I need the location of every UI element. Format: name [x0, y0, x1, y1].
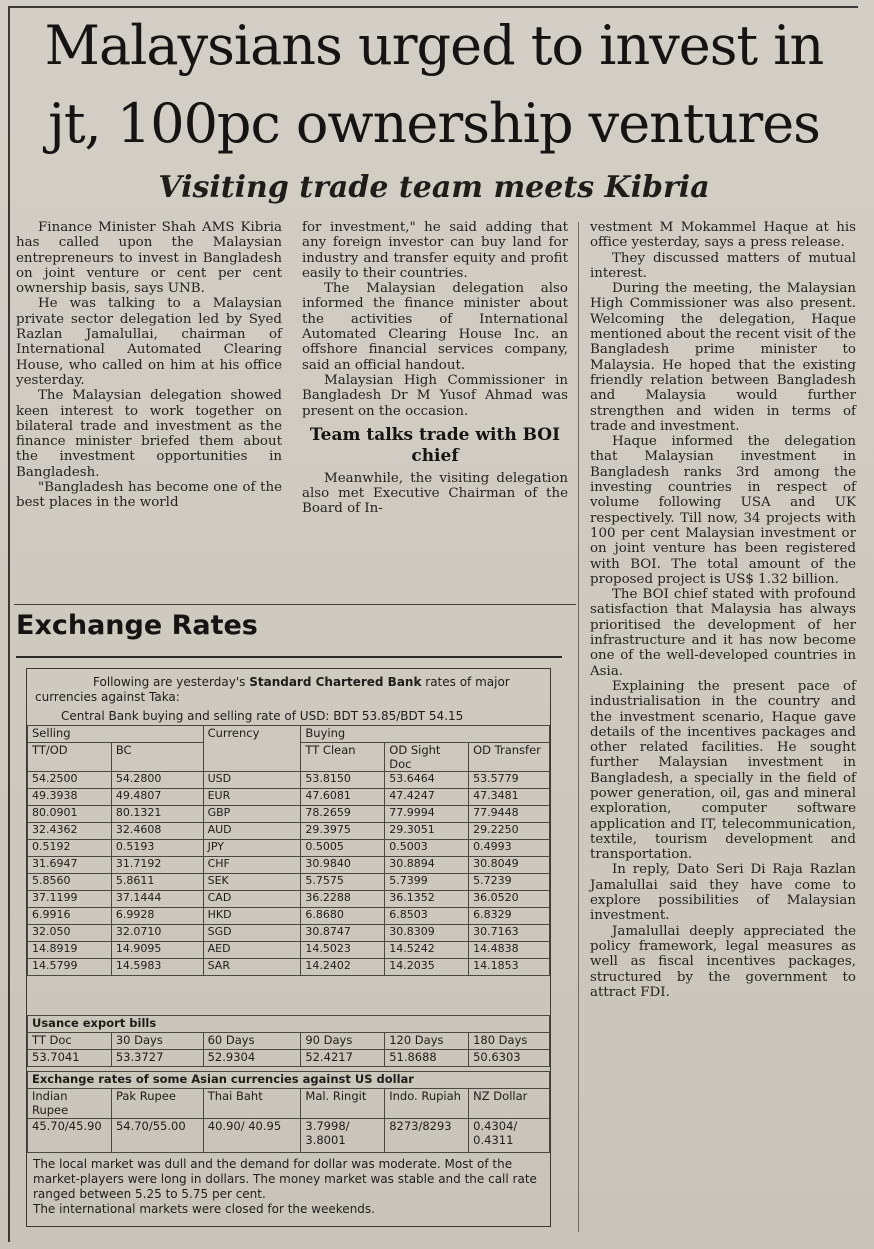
- article-paragraph: During the meeting, the Malaysian High Commissioner was also present. Welcoming the delegation, Haque mentioned about the recent visit of the Bangladesh prime minister to Malaysia. He hoped that the existing friendly relation between Bangladesh and Malaysia would further strengthen and widen in terms of trade and investment.: [590, 281, 856, 434]
- usance-header: 180 Days: [469, 1033, 550, 1050]
- rate-cell: 53.6464: [385, 772, 469, 789]
- rate-cell: 14.5023: [301, 942, 385, 959]
- rate-cell: 5.8560: [28, 874, 112, 891]
- rate-cell: 49.3938: [28, 789, 112, 806]
- currency-code: SAR: [203, 959, 301, 976]
- exchange-title-rule: [16, 656, 562, 658]
- asian-currency-table: [27, 1071, 550, 1153]
- rate-cell: 6.9916: [28, 908, 112, 925]
- currency-code: EUR: [203, 789, 301, 806]
- usance-value: 52.4217: [301, 1050, 385, 1067]
- table-row: [28, 874, 550, 891]
- usance-table: [27, 1015, 550, 1067]
- currency-code: HKD: [203, 908, 301, 925]
- market-note-local: The local market was dull and the demand for dollar was moderate. Most of the market-players were long in dollars. The money market was stable and the call rate ranged between 5.25 to 5.75 per cent.: [33, 1157, 537, 1201]
- article-paragraph: In reply, Dato Seri Di Raja Razlan Jamalullai said they have come to explore possibilities of Malaysian investment.: [590, 862, 856, 924]
- usance-value-row: [28, 1050, 550, 1067]
- table-row: [28, 789, 550, 806]
- rate-cell: 0.5192: [28, 840, 112, 857]
- rate-cell: 30.7163: [469, 925, 550, 942]
- rate-cell: 36.1352: [385, 891, 469, 908]
- rate-cell: 29.2250: [469, 823, 550, 840]
- rate-cell: 31.6947: [28, 857, 112, 874]
- rate-cell: 5.7399: [385, 874, 469, 891]
- article-column-3: [590, 220, 856, 1000]
- usance-header-row: [28, 1033, 550, 1050]
- rate-cell: 5.7239: [469, 874, 550, 891]
- article-column-2: [302, 220, 568, 517]
- article-paragraph: Finance Minister Shah AMS Kibria has called upon the Malaysian entrepreneurs to invest in Bangladesh on joint venture or cent per cent ownership basis, says UNB.: [16, 220, 282, 297]
- table-row: [28, 925, 550, 942]
- asian-value: 40.90/ 40.95: [203, 1119, 301, 1153]
- top-rule: [8, 6, 858, 8]
- header-currency: Currency: [203, 726, 301, 772]
- asian-header: Pak Rupee: [111, 1089, 203, 1119]
- rate-cell: 53.8150: [301, 772, 385, 789]
- usance-header: TT Doc: [28, 1033, 112, 1050]
- article-paragraph: The Malaysian delegation also informed the finance minister about the activities of International Automated Clearing House Inc. an offshore financial services company, said an official handout.: [302, 281, 568, 373]
- left-rule: [8, 6, 10, 1242]
- rate-cell: 6.9928: [111, 908, 203, 925]
- rate-cell: 30.8747: [301, 925, 385, 942]
- rate-cell: 80.0901: [28, 806, 112, 823]
- exchange-rates-title: Exchange Rates: [16, 610, 258, 641]
- rate-cell: 36.2288: [301, 891, 385, 908]
- usance-value: 53.3727: [111, 1050, 203, 1067]
- currency-code: JPY: [203, 840, 301, 857]
- table-row: [28, 823, 550, 840]
- rate-cell: 6.8329: [469, 908, 550, 925]
- rate-cell: 30.8049: [469, 857, 550, 874]
- rate-cell: 29.3975: [301, 823, 385, 840]
- table-row: [28, 840, 550, 857]
- asian-header: Mal. Ringit: [301, 1089, 385, 1119]
- rate-cell: 6.8503: [385, 908, 469, 925]
- rate-cell: 30.9840: [301, 857, 385, 874]
- article-paragraph: Malaysian High Commissioner in Bangladesh Dr M Yusof Ahmad was present on the occasion.: [302, 372, 568, 419]
- article-paragraph: Jamalullai deeply appreciated the policy framework, legal measures as well as fiscal incentives packages, structured by the government to attract FDI.: [590, 923, 856, 1000]
- headline-line-1: Malaysians urged to invest in: [44, 14, 824, 77]
- header-ttclean: TT Clean: [301, 743, 385, 772]
- article-paragraph: "Bangladesh has become one of the best places in the world: [16, 480, 282, 511]
- currency-code: USD: [203, 772, 301, 789]
- market-note-international: The international markets were closed for the weekends.: [33, 1202, 375, 1216]
- usance-value: 52.9304: [203, 1050, 301, 1067]
- rate-cell: 77.9448: [469, 806, 550, 823]
- asian-value: 8273/8293: [385, 1119, 469, 1153]
- section-divider: [14, 604, 576, 605]
- usance-header: 120 Days: [385, 1033, 469, 1050]
- rate-cell: 6.8680: [301, 908, 385, 925]
- rate-cell: 37.1444: [111, 891, 203, 908]
- rate-cell: 0.4993: [469, 840, 550, 857]
- currency-code: GBP: [203, 806, 301, 823]
- usance-value: 50.6303: [469, 1050, 550, 1067]
- bank-name: Standard Chartered Bank: [249, 675, 422, 689]
- currency-code: CHF: [203, 857, 301, 874]
- article-paragraph: They discussed matters of mutual interest.: [590, 250, 856, 281]
- header-odtransfer: OD Transfer: [469, 743, 550, 772]
- article-column-1: [16, 220, 282, 511]
- rate-cell: 14.1853: [469, 959, 550, 976]
- table-row: [28, 959, 550, 976]
- rate-cell: 32.0710: [111, 925, 203, 942]
- rate-cell: 47.3481: [469, 789, 550, 806]
- article-paragraph: for investment," he said adding that any foreign investor can buy land for industry and transfer equity and profit easily to their countries.: [302, 220, 568, 281]
- table-row: [28, 857, 550, 874]
- rate-cell: 32.4608: [111, 823, 203, 840]
- table-row: [28, 891, 550, 908]
- usance-header: 60 Days: [203, 1033, 301, 1050]
- asian-header-row: [28, 1089, 550, 1119]
- rate-cell: 14.5799: [28, 959, 112, 976]
- rate-cell: 37.1199: [28, 891, 112, 908]
- asian-value: 45.70/45.90: [28, 1119, 112, 1153]
- rate-cell: 0.5193: [111, 840, 203, 857]
- rate-cell: 36.0520: [469, 891, 550, 908]
- currency-code: SGD: [203, 925, 301, 942]
- usance-value: 51.8688: [385, 1050, 469, 1067]
- rate-cell: 47.4247: [385, 789, 469, 806]
- rate-cell: 14.8919: [28, 942, 112, 959]
- rate-cell: 14.4838: [469, 942, 550, 959]
- usance-header: 30 Days: [111, 1033, 203, 1050]
- article-paragraph: Meanwhile, the visiting delegation also met Executive Chairman of the Board of In-: [302, 470, 568, 517]
- column-divider: [578, 222, 579, 1232]
- central-bank-rate: Central Bank buying and selling rate of USD: BDT 53.85/BDT 54.15: [61, 709, 464, 723]
- rate-cell: 32.050: [28, 925, 112, 942]
- rate-cell: 29.3051: [385, 823, 469, 840]
- asian-header: NZ Dollar: [469, 1089, 550, 1119]
- article-paragraph: The BOI chief stated with profound satisfaction that Malaysia has always prioritised the development of her infrastructure and it has now become one of the well-developed countries in Asia.: [590, 587, 856, 679]
- currency-code: CAD: [203, 891, 301, 908]
- rate-cell: 14.9095: [111, 942, 203, 959]
- rate-cell: 5.8611: [111, 874, 203, 891]
- rate-cell: 78.2659: [301, 806, 385, 823]
- asian-value: 54.70/55.00: [111, 1119, 203, 1153]
- table-row: [28, 772, 550, 789]
- usance-title: Usance export bills: [28, 1016, 550, 1033]
- asian-title: Exchange rates of some Asian currencies against US dollar: [28, 1072, 550, 1089]
- rate-cell: 32.4362: [28, 823, 112, 840]
- asian-header: Indian Rupee: [28, 1089, 112, 1119]
- exchange-intro: [35, 675, 545, 705]
- headline-line-2: jt, 100pc ownership ventures: [48, 92, 820, 155]
- table-row: [28, 806, 550, 823]
- rate-cell: 47.6081: [301, 789, 385, 806]
- rate-cell: 14.5242: [385, 942, 469, 959]
- market-note: [33, 1157, 545, 1217]
- currency-code: AUD: [203, 823, 301, 840]
- rate-cell: 14.2035: [385, 959, 469, 976]
- rate-cell: 5.7575: [301, 874, 385, 891]
- article-paragraph: Explaining the present pace of industrialisation in the country and the investment scenario, Haque gave details of the incentives packages and other related facilities. He sought further Malaysian investment in Bangladesh, a specially in the field of power generation, oil, gas and mineral exploration, computer software application and IT, telecommunication, textile, tourism development and transportation.: [590, 678, 856, 863]
- header-selling: Selling: [28, 726, 204, 743]
- table-row: [28, 942, 550, 959]
- intro-text: rates of major currencies against Taka:: [35, 675, 510, 704]
- exchange-rates-box: [26, 668, 551, 1227]
- rate-cell: 53.5779: [469, 772, 550, 789]
- rate-cell: 31.7192: [111, 857, 203, 874]
- header-odsight: OD Sight Doc: [385, 743, 469, 772]
- rate-cell: 14.2402: [301, 959, 385, 976]
- intro-text: Following are yesterday's: [93, 675, 250, 689]
- rate-cell: 0.5005: [301, 840, 385, 857]
- rate-cell: 80.1321: [111, 806, 203, 823]
- rate-cell: 54.2500: [28, 772, 112, 789]
- asian-value: 0.4304/ 0.4311: [469, 1119, 550, 1153]
- asian-value: 3.7998/ 3.8001: [301, 1119, 385, 1153]
- subheadline: Visiting trade team meets Kibria: [158, 170, 710, 205]
- usance-value: 53.7041: [28, 1050, 112, 1067]
- article-paragraph: Haque informed the delegation that Malaysian investment in Bangladesh ranks 3rd among the investing countries in respect of volume following USA and UK respectively. Till now, 34 projects with 100 per cent Malaysian investment or on joint venture has been registered with BOI. The total amount of the proposed project is US$ 1.32 billion.: [590, 434, 856, 587]
- rate-cell: 30.8309: [385, 925, 469, 942]
- header-buying: Buying: [301, 726, 550, 743]
- asian-header: Indo. Rupiah: [385, 1089, 469, 1119]
- rate-cell: 14.5983: [111, 959, 203, 976]
- rate-cell: 30.8894: [385, 857, 469, 874]
- rate-cell: 49.4807: [111, 789, 203, 806]
- table-header-row: [28, 726, 550, 743]
- article-paragraph: He was talking to a Malaysian private sector delegation led by Syed Razlan Jamalullai, chairman of International Automated Clearing House, who called on him at his office yesterday.: [16, 296, 282, 388]
- usance-header: 90 Days: [301, 1033, 385, 1050]
- table-row: [28, 908, 550, 925]
- rates-table: [27, 725, 550, 976]
- rate-cell: 0.5003: [385, 840, 469, 857]
- currency-code: SEK: [203, 874, 301, 891]
- rate-cell: 54.2800: [111, 772, 203, 789]
- section-subhead: Team talks trade with BOI chief: [309, 424, 561, 466]
- article-paragraph: vestment M Mokammel Haque at his office yesterday, says a press release.: [590, 220, 856, 251]
- rate-cell: 77.9994: [385, 806, 469, 823]
- asian-header: Thai Baht: [203, 1089, 301, 1119]
- article-paragraph: The Malaysian delegation showed keen interest to work together on bilateral trade and investment as the finance minister briefed them about the investment opportunities in Bangladesh.: [16, 388, 282, 480]
- header-ttod: TT/OD: [28, 743, 112, 772]
- header-bc: BC: [111, 743, 203, 772]
- currency-code: AED: [203, 942, 301, 959]
- asian-value-row: [28, 1119, 550, 1153]
